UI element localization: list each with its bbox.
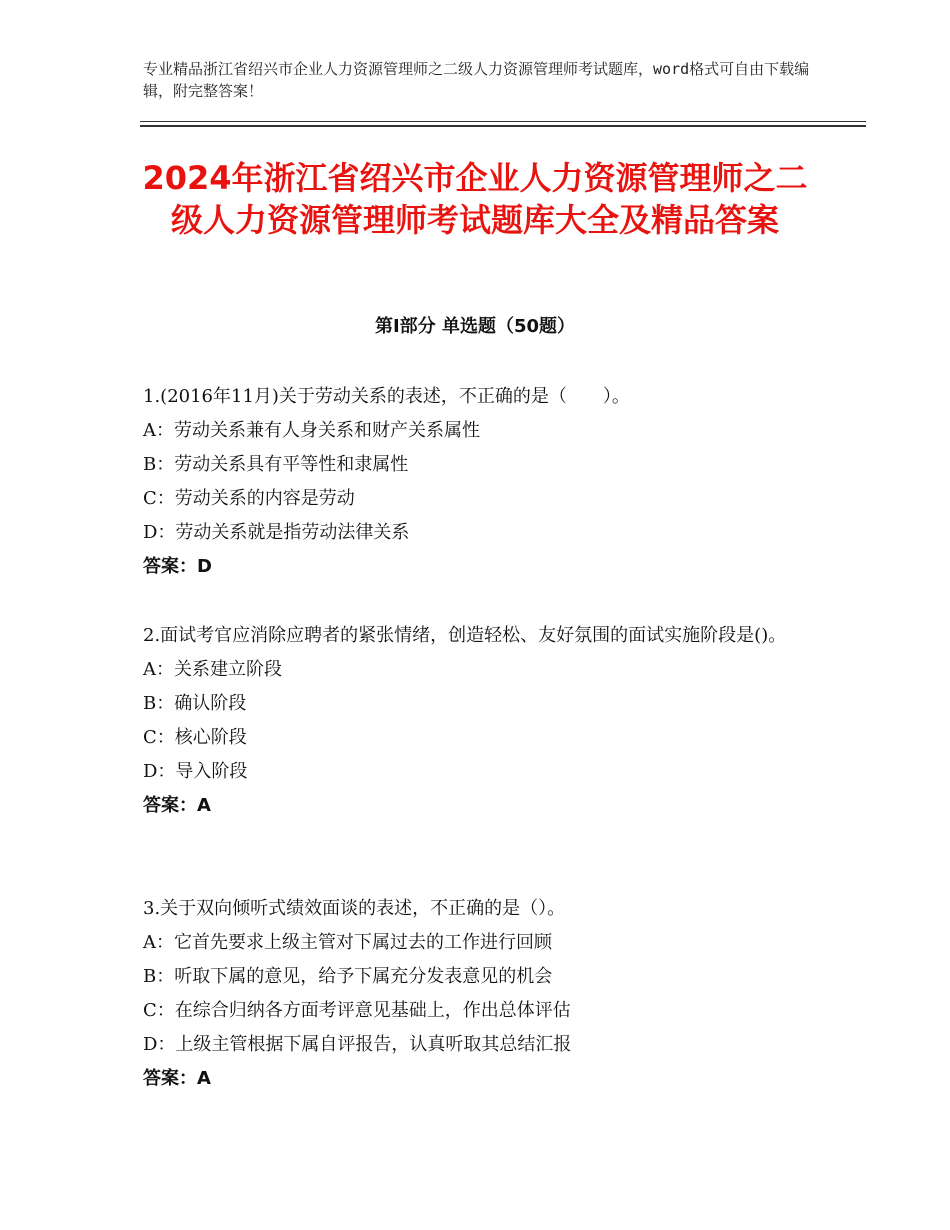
option-b: B：确认阶段 bbox=[143, 693, 247, 714]
header-note: 专业精品浙江省绍兴市企业人力资源管理师之二级人力资源管理师考试题库，word格式可自由下载编辑，附完整答案！ bbox=[143, 60, 810, 100]
section-heading: 第Ⅰ部分 单选题（50题） bbox=[374, 316, 575, 337]
option-b: B：听取下属的意见，给予下属充分发表意见的机会 bbox=[143, 966, 553, 987]
question-1 bbox=[143, 380, 823, 584]
option-d: D：上级主管根据下属自评报告，认真听取其总结汇报 bbox=[143, 1034, 572, 1055]
question-stem: 2.面试考官应消除应聘者的紧张情绪，创造轻松、友好氛围的面试实施阶段是()。 bbox=[143, 625, 787, 646]
option-c: C：在综合归纳各方面考评意见基础上，作出总体评估 bbox=[143, 1000, 571, 1021]
option-a: A：关系建立阶段 bbox=[143, 659, 282, 680]
option-a: A：它首先要求上级主管对下属过去的工作进行回顾 bbox=[143, 932, 552, 953]
question-3 bbox=[143, 892, 823, 1096]
question-stem: 3.关于双向倾听式绩效面谈的表述，不正确的是（）。 bbox=[143, 898, 566, 919]
option-d: D：劳动关系就是指劳动法律关系 bbox=[143, 522, 410, 543]
header-divider-thin bbox=[140, 121, 866, 122]
header-divider-thick bbox=[140, 125, 866, 127]
option-a: A：劳动关系兼有人身关系和财产关系属性 bbox=[143, 420, 480, 441]
option-b: B：劳动关系具有平等性和隶属性 bbox=[143, 454, 409, 475]
question-stem: 1.(2016年11月)关于劳动关系的表述，不正确的是（ ）。 bbox=[143, 386, 630, 407]
option-d: D：导入阶段 bbox=[143, 761, 248, 782]
answer-label: 答案：D bbox=[143, 556, 212, 577]
question-2 bbox=[143, 619, 823, 823]
option-c: C：核心阶段 bbox=[143, 727, 247, 748]
document-title: 2024年浙江省绍兴市企业人力资源管理师之二级人力资源管理师考试题库大全及精品答案 bbox=[142, 159, 808, 239]
option-c: C：劳动关系的内容是劳动 bbox=[143, 488, 355, 509]
answer-label: 答案：A bbox=[143, 795, 211, 816]
answer-label: 答案：A bbox=[143, 1068, 211, 1089]
